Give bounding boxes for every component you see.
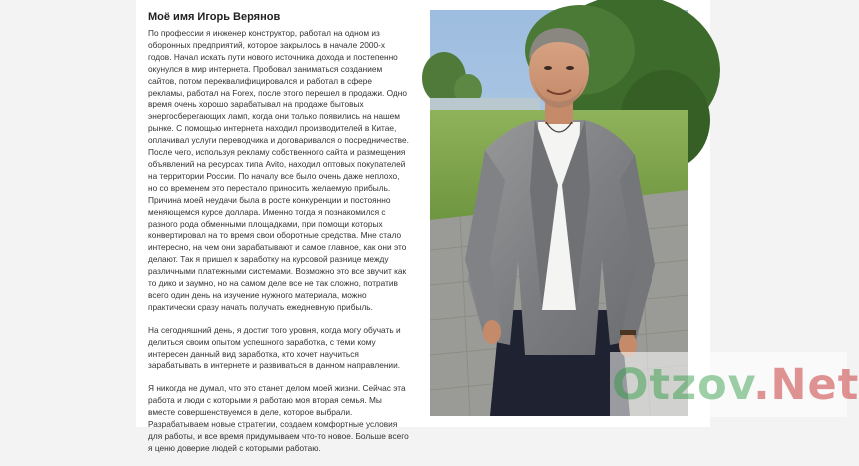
article-paragraph-3: Я никогда не думал, что это станет делом моей жизни. Сейчас эта работа и люди с которыми я работаю моя вторая семья. Мы вместе совершенствуемся в деле, которое выбрали. Разрабатываем новые стратегии, создаем комфортные условия для работы, и все время придумываем что-то новое. Больше всего я ценю доверие людей с которыми работаю. [148, 383, 409, 453]
watermark-logo-part1: Otzov [612, 360, 754, 410]
article-paragraph-2: На сегодняшний день, я достиг того уровня, когда могу обучать и делиться своим опытом успешного заработка, с теми кому интересен данный вид заработка, кто хочет научиться зарабатывать в интернете и развиваться в данном направлении. [148, 324, 401, 371]
article-paragraph-1: По профессии я инженер конструктор, работал на одном из оборонных предприятий, которое закрылось в начале 2000-х годов. Начал искать пути нового источника дохода и постепенно окунулся в мир интернета. Пробовал заниматься созданием сайтов, потом переквалифицировался и работал в сфере рекламы, работал на Forex, после этого перешел в продажи. Одно время очень хорошо зарабатывал на продаже бытовых энергосберегающих ламп, когда они только появились на нашем рынке. С помощью интернета находил производителей в Китае, оплачивал услуги переводчика и договаривался о посредничестве. После чего, используя рекламу собственного сайта и размещения объявлений на ресурсах типа Avito, находил оптовых покупателей на территории России. По началу все было очень даже неплохо, но со временем это перестало приносить желаемую прибыль. Причина моей неудачи была в росте конкуренции и постоянно меняющемся курсе доллара. Именно тогда я познакомился с разного рода обменными площадками, при помощи которых конвертировал на то время свои оборотные средства. Мне стало интересно, на чем они зарабатывают и самое главное, как они это делают. Так я пришел к заработку на курсовой разнице между различными платежными системами. Возможно это все звучит как то дико и заумно, но на самом деле все не так сложно, потратив всего один день на изучение нужного материала, можно практически сразу начать получать ежедневную прибыль. [148, 28, 409, 312]
watermark-logo [612, 360, 859, 410]
watermark-logo-part2: .Net [753, 360, 859, 410]
article [148, 10, 410, 466]
article-title: Моё имя Игорь Верянов [148, 11, 281, 23]
